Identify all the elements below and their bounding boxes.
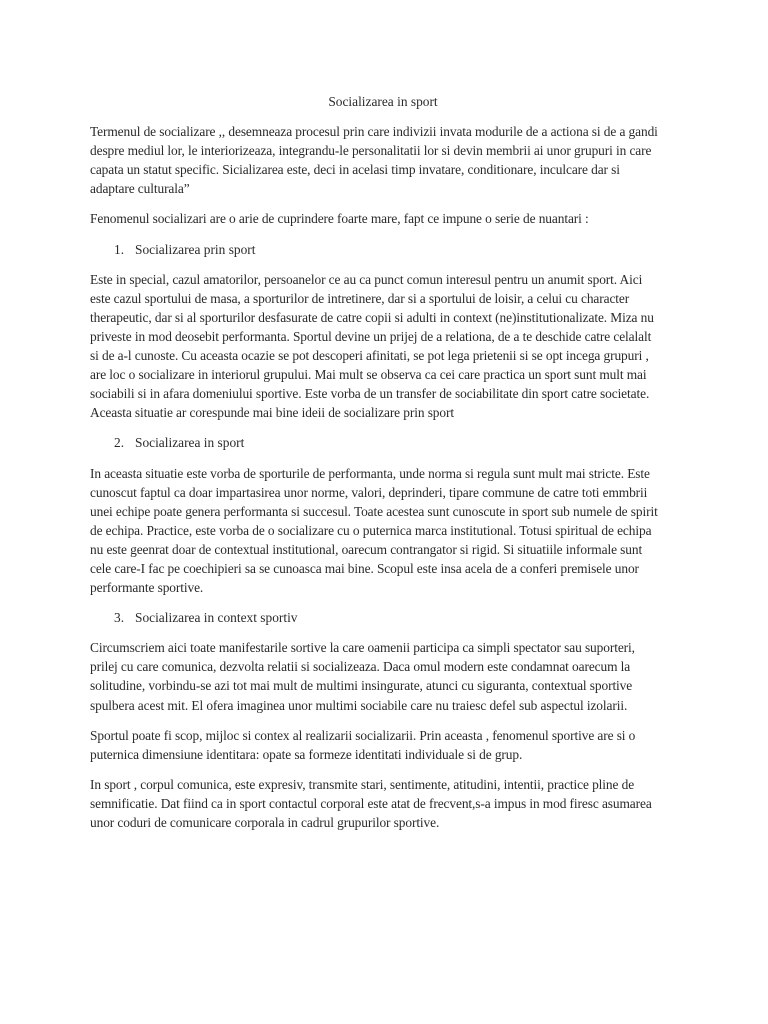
- section-number: 1.: [114, 241, 125, 257]
- section-paragraph: Sportul poate fi scop, mijloc si contex al realizarii socializarii. Prin aceasta , fenomenul sportive are si o puternica dimensiune identitara: opate sa formeze identitati individuale si de grup.: [90, 727, 636, 762]
- section-paragraph: Circumscriem aici toate manifestarile sortive la care oamenii participa ca simpli spectator sau suporteri, prilej cu care comunica, dezvolta relatii si socializeaza. Daca omul modern este condamnat oarecum la solitudine, vorbindu-se azi tot mai mult de multimi insingurate, atunci cu siguranta, contextual sportive spulbera acest mit. El ofera imaginea unor multimi sociabile care nu traiesc defel sub aspectul izolarii.: [90, 640, 635, 713]
- section-number: 2.: [114, 435, 125, 451]
- section-paragraph: Este in special, cazul amatorilor, persoanelor ce au ca punct comun interesul pentru un anumit sport. Aici este cazul sportului de masa, a sporturilor de intretinere, dar si a sportului de loisir, a celui cu character therapeutic, dar si al sporturilor desfasurate de catre copii si adulti in context (ne)institutionalizate. Miza nu priveste in mod deosebit performanta. Sportul devine un prijej de a relationa, de a te deschide catre celalalt si de a-l cunoste. Cu aceasta ocazie se pot descoperi afinitati, se pot lega prietenii si se opt incega grupuri , are loc o socializare in interiorul grupului. Mai mult se observa ca cei care practica un sport sunt mult mai sociabili si in afara domeniului sportive. Este vorba de un transfer de sociabilitate din sport catre societate. Aceasta situatie ar corespunde mai bine ideii de socializare prin sport: [90, 271, 654, 421]
- section-heading-socializarea-prin-sport: [90, 240, 662, 259]
- section-heading-label: Socializarea in context sportiv: [135, 610, 298, 626]
- section-heading-socializarea-in-sport: [90, 433, 662, 452]
- section-paragraph: In aceasta situatie este vorba de sporturile de performanta, unde norma si regula sunt mult mai stricte. Este cunoscut faptul ca doar impartasirea unor norme, valori, deprinderi, tipare commune de catre toti emmbrii unei echipe poate genera performanta si succesul. Toate acestea sunt cunoscute in sport sub numele de spirit de echipa. Practice, este vorba de o socializare cu o puternica marca institutional. Totusi spiritual de echipa nu este geenrat doar de contextual institutional, oarecum contrangator si rigid. Si situatiile informale sunt cele care-I fac pe coechipieri sa se cunoasca mai bine. Scopul este insa acela de a conferi premisele unor performante sportive.: [90, 465, 658, 596]
- section-number: 3.: [114, 610, 125, 626]
- document-page: [90, 92, 662, 843]
- section-paragraph: In sport , corpul comunica, este expresiv, transmite stari, sentimente, atitudini, intentii, practice pline de semnificatie. Dat fiind ca in sport contactul corporal este atat de frecvent,s-a impus in mod firesc asumarea unor coduri de comunicare corporala in cadrul grupurilor sportive.: [90, 776, 652, 830]
- document-title: Socializarea in sport: [328, 94, 438, 109]
- section-heading-label: Socializarea in sport: [135, 435, 245, 451]
- intro-paragraph: Fenomenul socializari are o arie de cuprindere foarte mare, fapt ce impune o serie de nuantari :: [90, 211, 589, 227]
- intro-paragraph: Termenul de socializare ,, desemneaza procesul prin care indivizii invata modurile de a actiona si de a gandi despre mediul lor, le interiorizeaza, integrandu-le personalitatii lor si devin membrii ai unor grupuri in care capata un statut specific. Sicializarea este, deci in acelasi timp invatare, conditionare, inculcare dar si adaptare culturala”: [90, 124, 658, 197]
- section-heading-label: Socializarea prin sport: [135, 241, 256, 257]
- section-heading-socializarea-in-context-sportiv: [90, 608, 662, 627]
